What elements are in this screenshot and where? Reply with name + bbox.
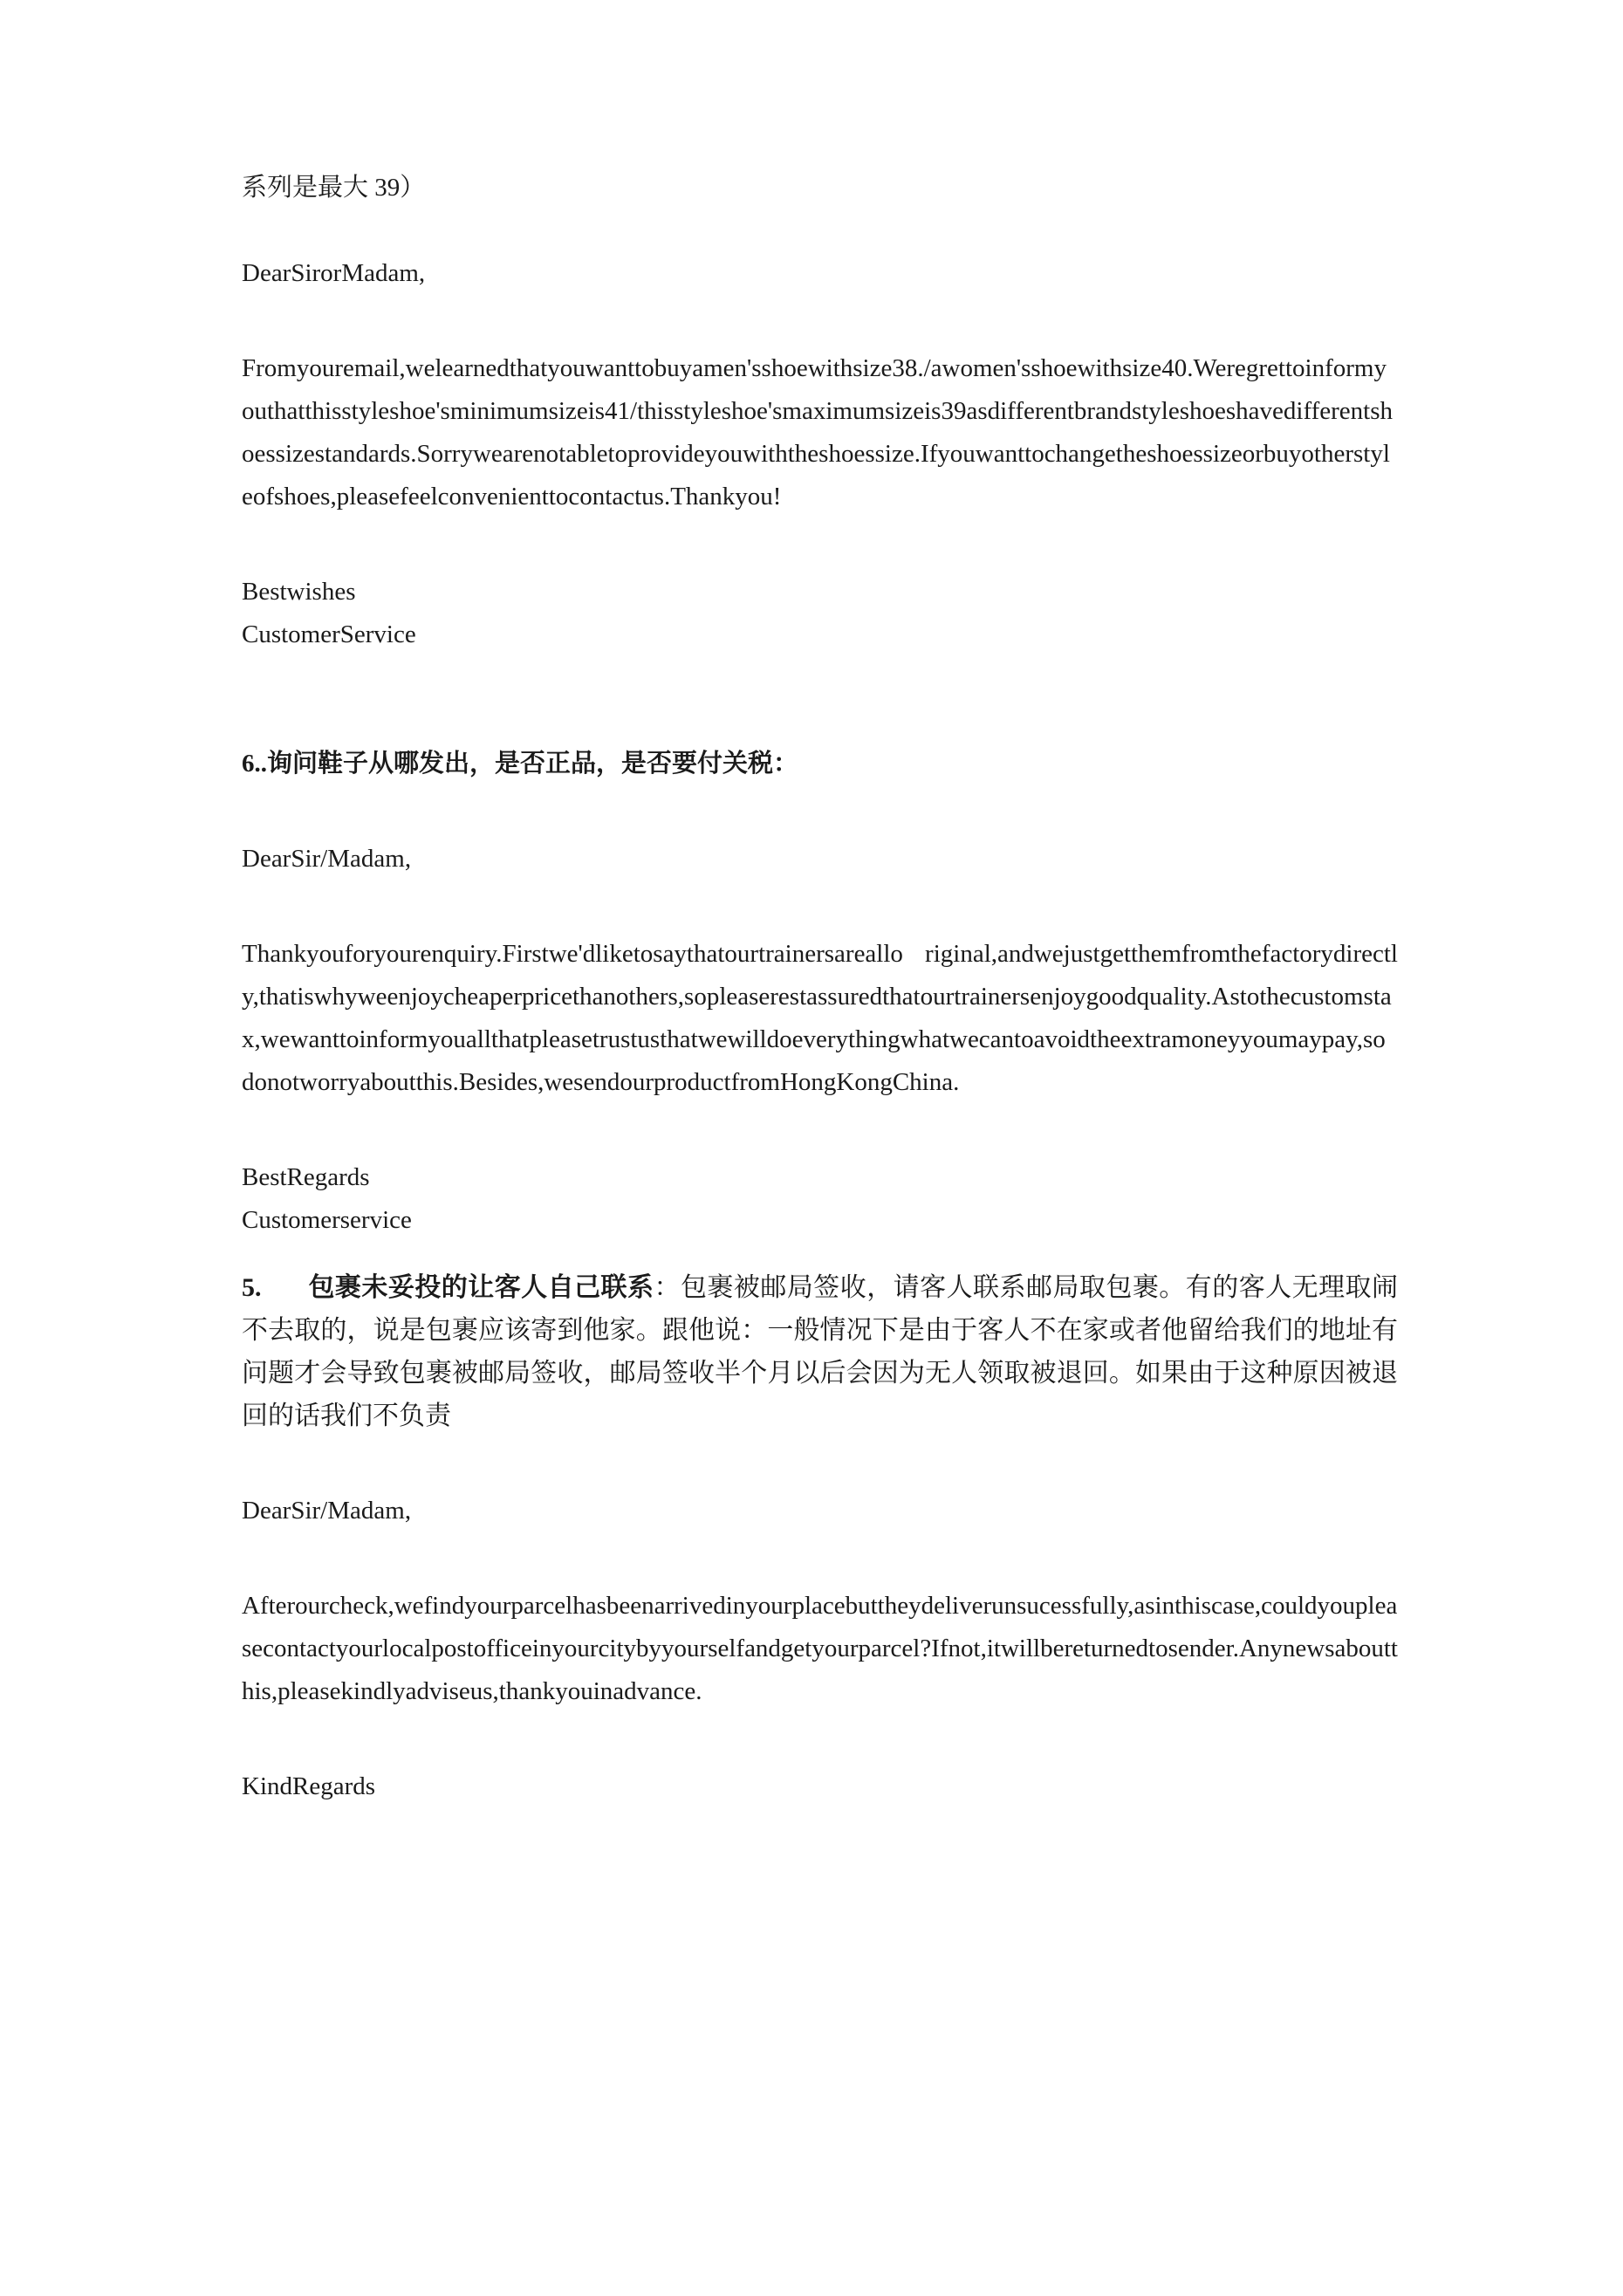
section-a-signature: CustomerService [242,620,416,648]
top-line-num: 39） [368,174,426,202]
section-c-body: Afterourcheck,wefindyourparcelhasbeenarrivedinyourplacebuttheydeliverunsucessfully,asinthiscase,couldyoupleasecontactyourlocalpostofficeinyourcitybyyourselfandgetyourparcel?Ifnot,itwillbereturnedtosender.Anynewsaboutthis,pleasekindlyadviseus,thankyouinadvance. [242,1592,1398,1705]
top-line [242,166,1398,209]
section-c-greeting: DearSir/Madam, [242,1497,412,1525]
section-b-signature: Customerservice [242,1206,412,1234]
section-b-greeting: DearSir/Madam, [242,845,412,873]
section-c-heading-rest: ：包裹被邮局签收，请客人联系邮局取包裹。有的客人无理取闹不去取的，说是包裹应该寄到他家。跟他说：一般情况下是由于客人不在家或者他留给我们的地址有问题才会导致包裹被邮局签收，邮局签收半个月以后会因为无人领取被退回。如果由于这种原因被退回的话我们不负责 [242,1272,1399,1431]
section-c-heading-bold: 包裹未妥投的让客人自己联系 [308,1272,654,1303]
section-c-heading [242,1266,1398,1437]
section-b-heading-text: 询问鞋子从哪发出，是否正品，是否要付关税： [267,748,799,778]
section-b-heading [242,742,1398,785]
section-b-body: Thankyouforyourenquiry.Firstwe'dliketosaythatourtrainersareallo riginal,andwejustgetthemfromthefactorydirectly,thatiswhyweenjoycheaperpricethanothers,sopleaserestassuredthatourtrainersenjoygoodquality.Astothecustomstax,wewanttoinformyouallthatpleasetrustusthatwewilldoeverythingwhatwecantoavoidtheextramoneyyoumaypay,sodonotworryaboutthis.Besides,wesendourproductfromHongKongChina. [242,940,1398,1096]
section-a-closing: Bestwishes [242,578,356,606]
top-line-zh: 系列是最大 [242,172,369,202]
section-b-heading-num: 6.. [242,750,267,778]
section-a-body: Fromyouremail,welearnedthatyouwanttobuyamen'sshoewithsize38./awomen'sshoewithsize40.Weregrettoinformyouthatthisstyleshoe'sminimumsizeis41/thisstyleshoe'smaximumsizeis39asdifferentbrandstyleshoeshavedifferentshoessizestandards.Sorrywearenotabletoprovideyouwiththeshoessize.Ifyouwanttochangetheshoessizeorbuyotherstyleofshoes,pleasefeelconvenienttocontactus.Thankyou! [242,354,1394,511]
section-c-heading-num: 5. [242,1273,262,1302]
document-page [242,166,1398,1808]
section-c-closing: KindRegards [242,1772,376,1800]
section-b-closing: BestRegards [242,1163,370,1191]
section-a-greeting: DearSirorMadam, [242,259,426,287]
